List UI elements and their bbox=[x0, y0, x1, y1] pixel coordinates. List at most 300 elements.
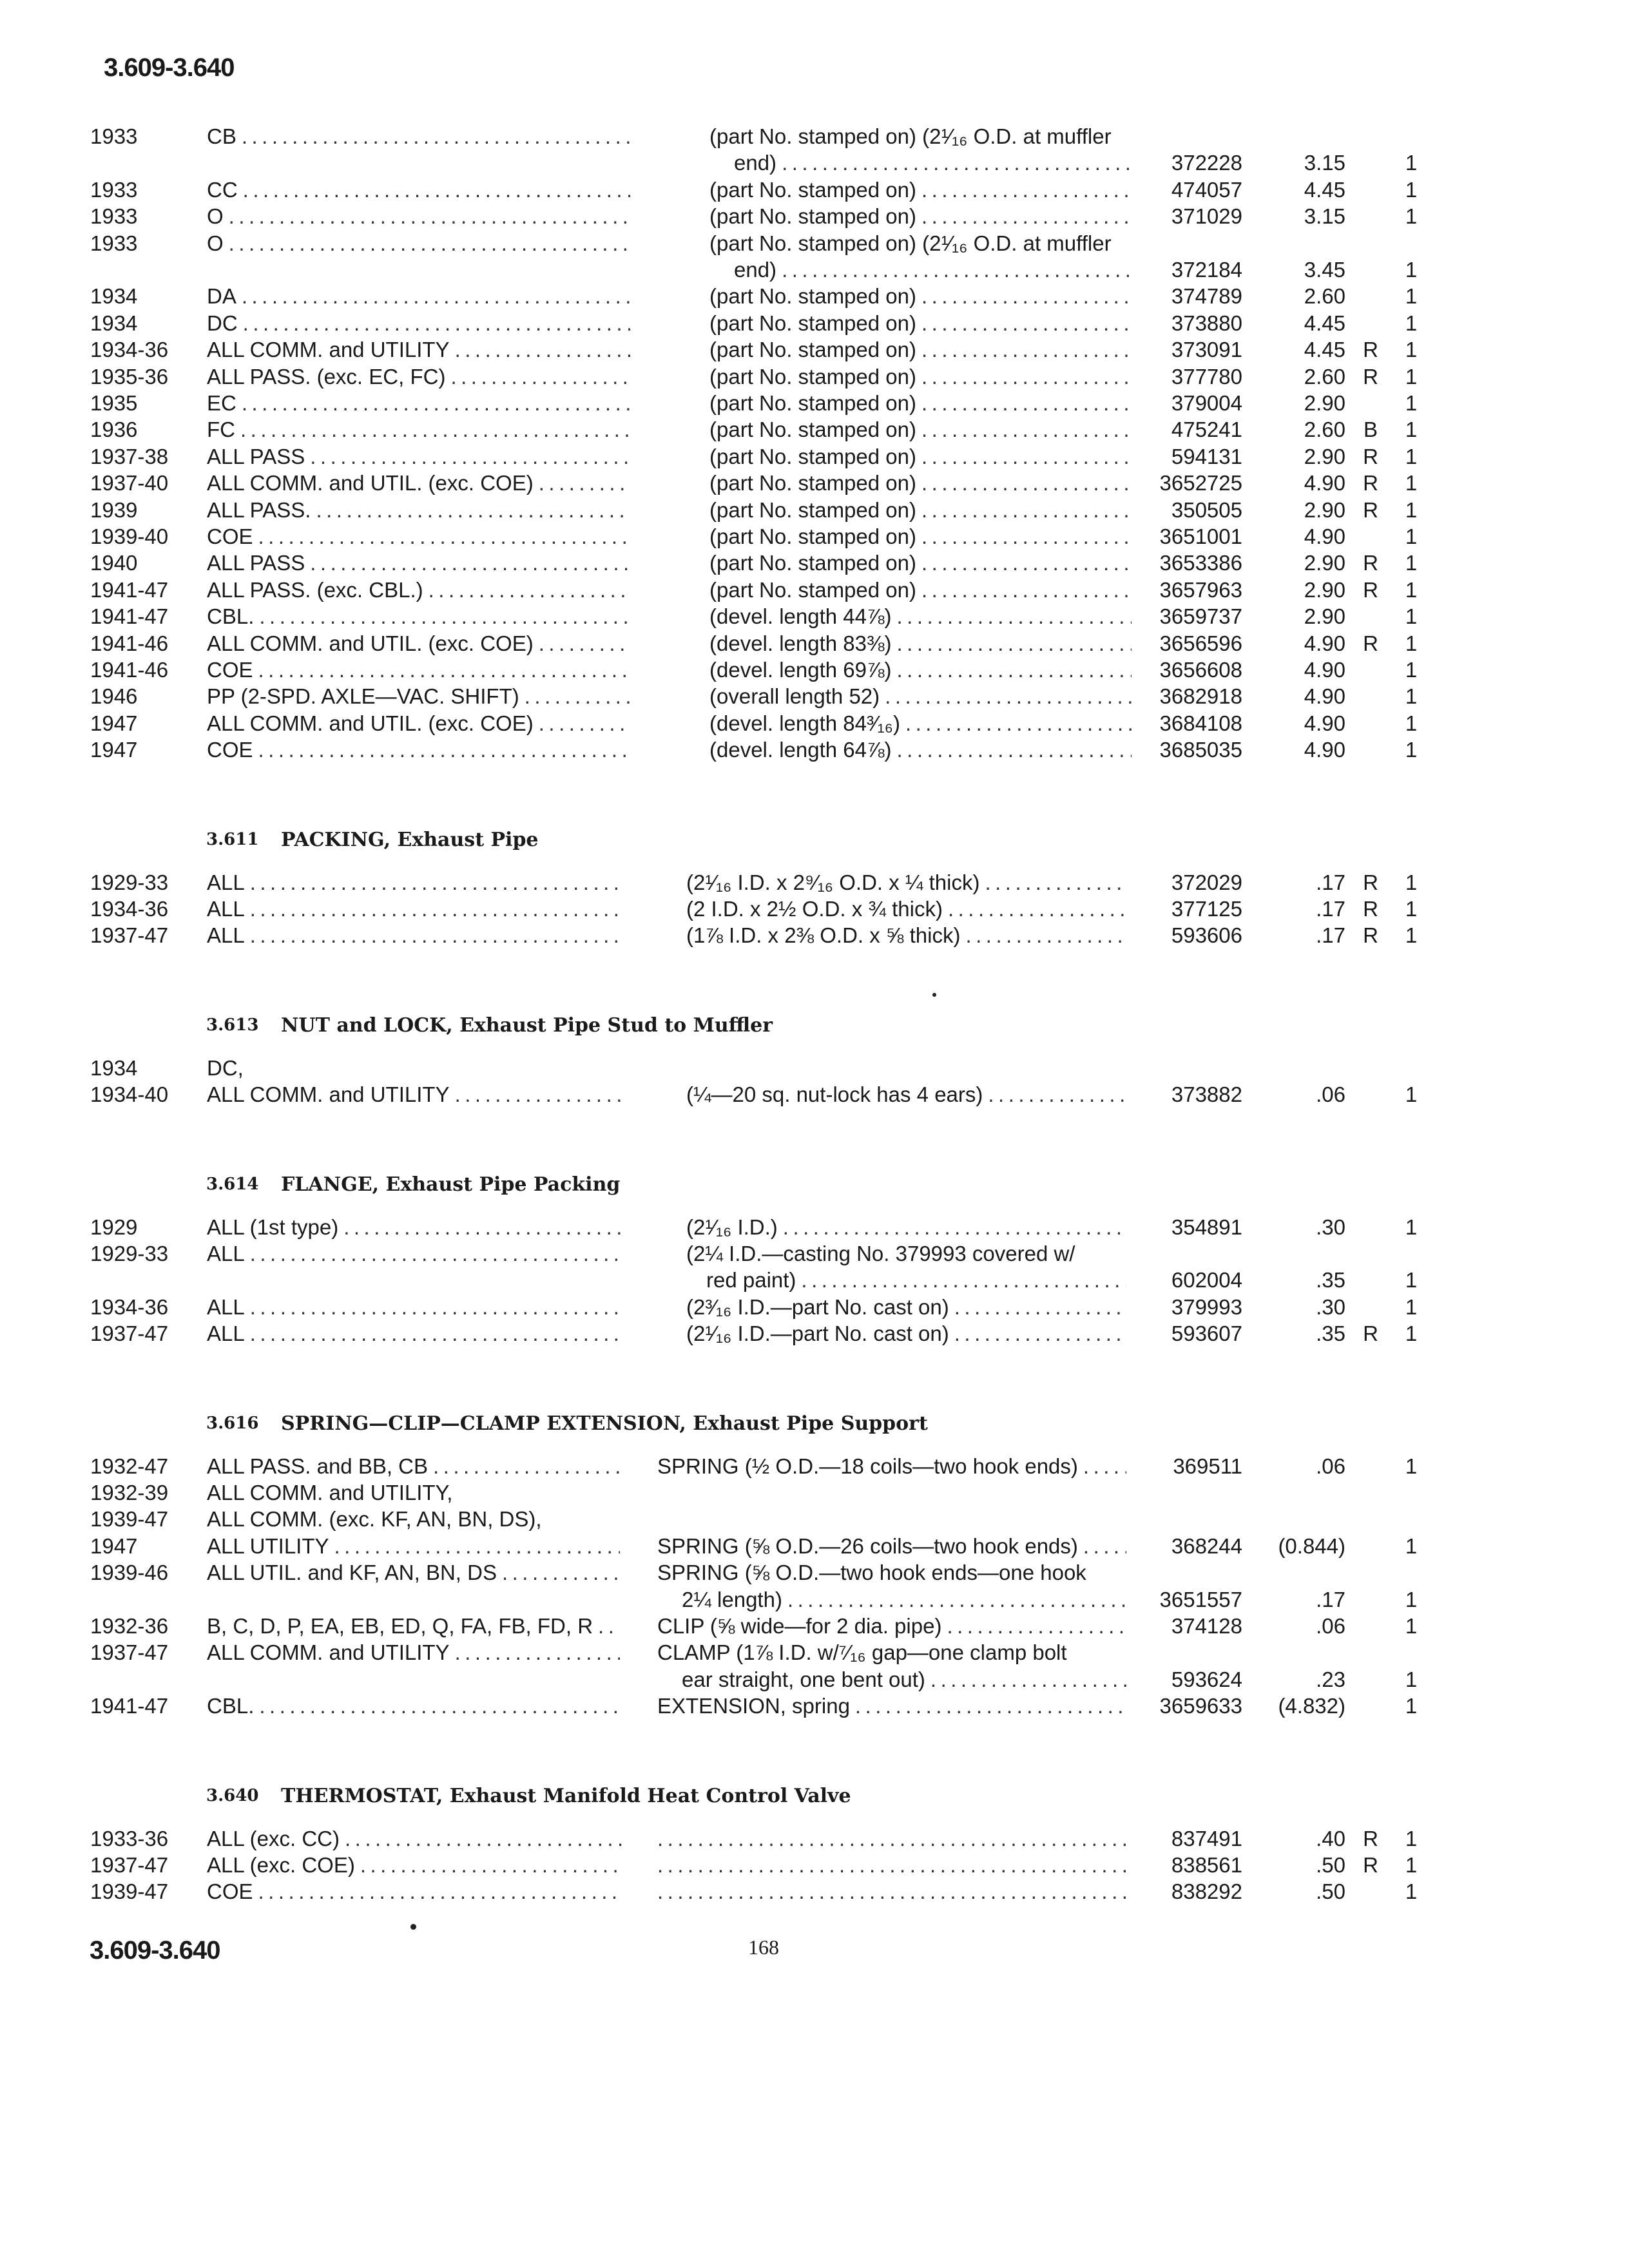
model-text: ALL PASS. bbox=[207, 497, 311, 522]
description-cell bbox=[709, 203, 1132, 229]
description-text: (2¹⁄₁₆ I.D.—part No. cast on) bbox=[686, 1321, 949, 1346]
price-cell: 2.90 bbox=[1304, 497, 1345, 522]
code-cell: R bbox=[1363, 870, 1378, 894]
model-cell bbox=[207, 363, 630, 390]
year-cell: 1947 bbox=[90, 738, 138, 762]
price-cell: 4.90 bbox=[1304, 524, 1345, 548]
dot-leader bbox=[855, 1693, 1126, 1719]
model-cell bbox=[207, 1081, 622, 1108]
table-row bbox=[0, 1613, 1629, 1639]
dot-leader bbox=[782, 149, 1132, 176]
dot-leader bbox=[250, 896, 622, 922]
dot-leader bbox=[450, 363, 630, 390]
model-text: PP (2-SPD. AXLE—VAC. SHIFT) bbox=[207, 684, 519, 709]
description-cell bbox=[709, 310, 1132, 336]
description-cell bbox=[709, 123, 1132, 149]
price-cell: 4.45 bbox=[1304, 311, 1345, 335]
dot-leader bbox=[787, 1586, 1126, 1613]
model-cell bbox=[207, 1533, 620, 1559]
description-text: (part No. stamped on) bbox=[709, 204, 916, 229]
dot-leader bbox=[250, 1320, 622, 1347]
description-text: (part No. stamped on) bbox=[709, 418, 916, 442]
model-text: CBL. bbox=[207, 1694, 255, 1718]
model-text: COE bbox=[207, 738, 253, 762]
description-text: SPRING (⅝ O.D.—26 coils—two hook ends) bbox=[657, 1533, 1078, 1558]
price-cell: 4.45 bbox=[1304, 177, 1345, 202]
description-text: (devel. length 69⅞) bbox=[709, 658, 892, 682]
quantity-cell: 1 bbox=[1405, 1533, 1418, 1558]
section-header bbox=[0, 1012, 1629, 1039]
dot-leader bbox=[429, 577, 630, 603]
part-number-cell: 838561 bbox=[1171, 1853, 1242, 1877]
dot-leader bbox=[259, 1693, 620, 1719]
code-cell: R bbox=[1363, 551, 1378, 575]
quantity-cell: 1 bbox=[1405, 1294, 1418, 1319]
price-cell: .06 bbox=[1316, 1082, 1345, 1107]
year-cell: 1939-40 bbox=[90, 524, 169, 548]
year-cell: 1941-47 bbox=[90, 604, 169, 629]
model-cell bbox=[207, 630, 630, 657]
model-text: DC, bbox=[207, 1055, 244, 1080]
table-row bbox=[0, 1240, 1629, 1267]
table-row-continuation bbox=[0, 256, 1629, 283]
description-cell bbox=[682, 1586, 1126, 1613]
section-number: 3.614 bbox=[206, 1174, 259, 1194]
dot-leader bbox=[316, 497, 630, 523]
model-cell bbox=[207, 1320, 622, 1347]
model-cell bbox=[207, 869, 622, 896]
description-text: (2³⁄₁₆ I.D.—part No. cast on) bbox=[686, 1294, 949, 1319]
year-cell: 1941-46 bbox=[90, 631, 169, 655]
quantity-cell: 1 bbox=[1405, 364, 1418, 389]
model-text: CBL. bbox=[207, 604, 255, 629]
code-cell: R bbox=[1363, 1826, 1378, 1850]
price-cell: (0.844) bbox=[1278, 1533, 1345, 1558]
quantity-cell: 1 bbox=[1405, 923, 1418, 948]
description-cell bbox=[686, 869, 1126, 896]
table-row bbox=[0, 336, 1629, 363]
description-text: (2¹⁄₁₆ I.D. x 2⁹⁄₁₆ O.D. x ¼ thick) bbox=[686, 870, 980, 894]
dot-leader bbox=[455, 1081, 622, 1108]
year-cell: 1934-36 bbox=[90, 338, 169, 362]
section-title: SPRING—CLIP—CLAMP EXTENSION, Exhaust Pipe Support bbox=[281, 1412, 928, 1435]
quantity-cell: 1 bbox=[1405, 1879, 1418, 1904]
scan-speck bbox=[932, 993, 936, 997]
section-header bbox=[0, 1783, 1629, 1809]
description-cell bbox=[657, 1533, 1126, 1559]
code-cell: R bbox=[1363, 364, 1378, 389]
part-number-cell: 594131 bbox=[1171, 444, 1242, 468]
part-number-cell: 377780 bbox=[1171, 364, 1242, 389]
model-cell bbox=[207, 1479, 620, 1506]
quantity-cell: 1 bbox=[1405, 391, 1418, 415]
model-cell bbox=[207, 1639, 620, 1666]
model-text: ALL (exc. CC) bbox=[207, 1826, 340, 1850]
quantity-cell: 1 bbox=[1405, 284, 1418, 309]
description-text: (part No. stamped on) bbox=[709, 497, 916, 522]
price-cell: .35 bbox=[1316, 1268, 1345, 1293]
price-cell: .06 bbox=[1316, 1454, 1345, 1478]
year-cell: 1933 bbox=[90, 177, 138, 202]
description-text: (part No. stamped on) bbox=[709, 444, 916, 468]
table-row bbox=[0, 550, 1629, 576]
table-row bbox=[0, 1214, 1629, 1240]
model-text: O bbox=[207, 231, 224, 255]
dot-leader bbox=[258, 1878, 622, 1905]
part-number-cell: 3652725 bbox=[1159, 471, 1242, 495]
price-cell: 4.90 bbox=[1304, 711, 1345, 735]
model-text: ALL COMM. and UTILITY bbox=[207, 1640, 450, 1665]
model-text: COE bbox=[207, 658, 253, 682]
code-cell: R bbox=[1363, 471, 1378, 495]
code-cell: R bbox=[1363, 577, 1378, 602]
quantity-cell: 1 bbox=[1405, 258, 1418, 282]
quantity-cell: 1 bbox=[1405, 684, 1418, 709]
quantity-cell: 1 bbox=[1405, 631, 1418, 655]
model-cell bbox=[207, 1852, 622, 1878]
table-row bbox=[0, 1055, 1629, 1081]
dot-leader bbox=[250, 869, 622, 896]
model-text: COE bbox=[207, 524, 253, 548]
description-text: red paint) bbox=[706, 1268, 796, 1293]
table-row bbox=[0, 1479, 1629, 1506]
description-text: (¼—20 sq. nut-lock has 4 ears) bbox=[686, 1082, 983, 1107]
description-cell bbox=[686, 896, 1126, 922]
description-text: (part No. stamped on) bbox=[709, 471, 916, 495]
year-cell: 1933 bbox=[90, 204, 138, 229]
price-cell: 2.90 bbox=[1304, 391, 1345, 415]
dot-leader bbox=[258, 657, 630, 683]
part-number-cell: 602004 bbox=[1171, 1268, 1242, 1293]
dot-leader bbox=[334, 1533, 620, 1559]
table-row-continuation bbox=[0, 1666, 1629, 1693]
year-cell: 1946 bbox=[90, 684, 138, 709]
price-cell: 3.15 bbox=[1304, 151, 1345, 175]
model-text: DC bbox=[207, 311, 238, 335]
dot-leader bbox=[539, 470, 630, 496]
description-cell bbox=[709, 230, 1132, 256]
price-cell: .17 bbox=[1316, 923, 1345, 948]
model-text: ALL PASS. and BB, CB bbox=[207, 1454, 429, 1478]
description-text: (part No. stamped on) bbox=[709, 311, 916, 335]
model-text: ALL PASS. (exc. EC, FC) bbox=[207, 364, 446, 389]
year-cell: 1937-38 bbox=[90, 444, 169, 468]
quantity-cell: 1 bbox=[1405, 418, 1418, 442]
quantity-cell: 1 bbox=[1405, 1268, 1418, 1293]
year-cell: 1933 bbox=[90, 231, 138, 255]
table-row bbox=[0, 177, 1629, 203]
table-row bbox=[0, 1081, 1629, 1108]
code-cell: R bbox=[1363, 1853, 1378, 1877]
description-text: (part No. stamped on) bbox=[709, 177, 916, 202]
model-cell bbox=[207, 1825, 622, 1852]
model-text: ALL bbox=[207, 923, 245, 948]
dot-leader bbox=[539, 630, 630, 657]
year-cell: 1929-33 bbox=[90, 1242, 169, 1265]
section-number: 3.611 bbox=[206, 829, 259, 849]
part-number-cell: 3659737 bbox=[1159, 604, 1242, 629]
part-number-cell: 379004 bbox=[1171, 391, 1242, 415]
section-header bbox=[0, 1171, 1629, 1198]
dot-leader bbox=[310, 550, 630, 576]
part-number-cell: 593606 bbox=[1171, 923, 1242, 948]
part-number-cell: 374128 bbox=[1171, 1614, 1242, 1638]
model-cell bbox=[207, 1214, 622, 1240]
part-number-cell: 379993 bbox=[1171, 1294, 1242, 1319]
table-row bbox=[0, 922, 1629, 948]
model-cell bbox=[207, 657, 630, 683]
part-number-cell: 374789 bbox=[1171, 284, 1242, 309]
model-text: ALL bbox=[207, 1294, 245, 1319]
model-cell bbox=[207, 1506, 620, 1532]
quantity-cell: 1 bbox=[1405, 471, 1418, 495]
description-cell bbox=[709, 470, 1132, 496]
description-text: (2¼ I.D.—casting No. 379993 covered w/ bbox=[686, 1242, 1075, 1265]
part-number-cell: 368244 bbox=[1171, 1533, 1242, 1558]
model-text: ALL COMM. and UTILITY bbox=[207, 1082, 450, 1107]
price-cell: .30 bbox=[1316, 1215, 1345, 1239]
dot-leader bbox=[502, 1559, 620, 1586]
description-cell bbox=[709, 683, 1132, 709]
model-cell bbox=[207, 443, 630, 470]
model-text: ALL COMM. and UTIL. (exc. COE) bbox=[207, 711, 534, 735]
year-cell: 1941-47 bbox=[90, 577, 169, 602]
quantity-cell: 1 bbox=[1405, 658, 1418, 682]
price-cell: 2.60 bbox=[1304, 418, 1345, 442]
table-row bbox=[0, 710, 1629, 736]
dot-leader bbox=[258, 523, 630, 550]
code-cell: R bbox=[1363, 897, 1378, 921]
model-cell bbox=[207, 1693, 620, 1719]
description-text: (1⅞ I.D. x 2⅜ O.D. x ⅝ thick) bbox=[686, 923, 961, 948]
model-cell bbox=[207, 1878, 622, 1905]
model-text: ALL bbox=[207, 1321, 245, 1346]
model-text: ALL PASS bbox=[207, 551, 305, 575]
dot-leader bbox=[455, 1639, 620, 1666]
table-row bbox=[0, 363, 1629, 390]
table-row bbox=[0, 1559, 1629, 1586]
model-cell bbox=[207, 203, 630, 229]
section-number: 3.613 bbox=[206, 1015, 259, 1035]
table-row bbox=[0, 1453, 1629, 1479]
model-text: ALL COMM. and UTIL. (exc. COE) bbox=[207, 631, 534, 655]
price-cell: .50 bbox=[1316, 1879, 1345, 1904]
table-row bbox=[0, 683, 1629, 709]
page-number: 168 bbox=[748, 1936, 779, 1959]
model-text: ALL (exc. COE) bbox=[207, 1853, 355, 1877]
price-cell: .23 bbox=[1316, 1667, 1345, 1691]
quantity-cell: 1 bbox=[1405, 1587, 1418, 1611]
description-text: CLIP (⅝ wide—for 2 dia. pipe) bbox=[657, 1614, 942, 1638]
model-text: FC bbox=[207, 418, 235, 442]
description-text: (overall length 52) bbox=[709, 684, 880, 709]
price-cell: 2.90 bbox=[1304, 444, 1345, 468]
model-text: ALL UTIL. and KF, AN, BN, DS bbox=[207, 1561, 497, 1585]
dot-leader bbox=[250, 1294, 622, 1320]
quantity-cell: 1 bbox=[1405, 1614, 1418, 1638]
model-cell bbox=[207, 336, 630, 363]
part-number-cell: 475241 bbox=[1171, 418, 1242, 442]
dot-leader bbox=[360, 1852, 622, 1878]
code-cell: R bbox=[1363, 497, 1378, 522]
quantity-cell: 1 bbox=[1405, 1853, 1418, 1877]
price-cell: (4.832) bbox=[1278, 1694, 1345, 1718]
part-number-cell: 373880 bbox=[1171, 311, 1242, 335]
description-text: ear straight, one bent out) bbox=[682, 1667, 925, 1691]
code-cell: B bbox=[1363, 418, 1378, 442]
year-cell: 1939 bbox=[90, 497, 138, 522]
section-number: 3.640 bbox=[206, 1785, 259, 1805]
description-cell bbox=[657, 1613, 1126, 1639]
description-text: 2¼ length) bbox=[682, 1587, 782, 1611]
part-number-cell: 372029 bbox=[1171, 870, 1242, 894]
model-text: ALL PASS. (exc. CBL.) bbox=[207, 577, 423, 602]
quantity-cell: 1 bbox=[1405, 577, 1418, 602]
year-cell: 1934-36 bbox=[90, 1294, 169, 1319]
table-row bbox=[0, 416, 1629, 443]
quantity-cell: 1 bbox=[1405, 151, 1418, 175]
model-text: ALL PASS bbox=[207, 444, 305, 468]
quantity-cell: 1 bbox=[1405, 1454, 1418, 1478]
description-cell bbox=[709, 283, 1132, 309]
quantity-cell: 1 bbox=[1405, 1321, 1418, 1346]
model-text: ALL COMM. and UTIL. (exc. COE) bbox=[207, 471, 534, 495]
table-row bbox=[0, 896, 1629, 922]
description-cell bbox=[709, 390, 1132, 416]
table-row bbox=[0, 577, 1629, 603]
quantity-cell: 1 bbox=[1405, 1082, 1418, 1107]
year-cell: 1937-47 bbox=[90, 1640, 169, 1665]
model-cell bbox=[207, 1613, 620, 1639]
table-row bbox=[0, 603, 1629, 629]
model-cell bbox=[207, 550, 630, 576]
dot-leader bbox=[343, 1214, 622, 1240]
section-title: NUT and LOCK, Exhaust Pipe Stud to Muffler bbox=[281, 1014, 773, 1037]
part-number-cell: 369511 bbox=[1173, 1454, 1242, 1478]
model-text: CC bbox=[207, 177, 238, 202]
description-text: (2 I.D. x 2½ O.D. x ¾ thick) bbox=[686, 897, 943, 921]
price-cell: 2.90 bbox=[1304, 604, 1345, 629]
part-number-cell: 3656596 bbox=[1159, 631, 1242, 655]
part-number-cell: 474057 bbox=[1171, 177, 1242, 202]
description-cell bbox=[734, 149, 1132, 176]
dot-leader bbox=[240, 416, 630, 443]
description-text: EXTENSION, spring bbox=[657, 1694, 850, 1718]
description-text: (part No. stamped on) bbox=[709, 551, 916, 575]
table-row bbox=[0, 1639, 1629, 1666]
model-text: ALL bbox=[207, 1242, 245, 1265]
table-row bbox=[0, 443, 1629, 470]
quantity-cell: 1 bbox=[1405, 524, 1418, 548]
price-cell: .17 bbox=[1316, 897, 1345, 921]
table-row bbox=[0, 310, 1629, 336]
description-cell bbox=[657, 1825, 1126, 1852]
model-text: EC bbox=[207, 391, 236, 415]
dot-leader bbox=[229, 230, 630, 256]
year-cell: 1941-46 bbox=[90, 658, 169, 682]
table-row bbox=[0, 1852, 1629, 1878]
model-cell bbox=[207, 230, 630, 256]
price-cell: 2.60 bbox=[1304, 284, 1345, 309]
part-number-cell: 377125 bbox=[1171, 897, 1242, 921]
dot-leader bbox=[258, 736, 630, 763]
description-cell bbox=[686, 1240, 1126, 1267]
part-number-cell: 354891 bbox=[1171, 1215, 1242, 1239]
price-cell: 4.90 bbox=[1304, 471, 1345, 495]
quantity-cell: 1 bbox=[1405, 444, 1418, 468]
description-cell bbox=[657, 1852, 1126, 1878]
code-cell: R bbox=[1363, 923, 1378, 948]
model-cell bbox=[207, 1559, 620, 1586]
table-row-continuation bbox=[0, 1267, 1629, 1293]
model-text: COE bbox=[207, 1879, 253, 1904]
year-cell: 1940 bbox=[90, 551, 138, 575]
table-row bbox=[0, 657, 1629, 683]
model-cell bbox=[207, 470, 630, 496]
price-cell: .35 bbox=[1316, 1321, 1345, 1346]
year-cell: 1939-46 bbox=[90, 1561, 169, 1585]
quantity-cell: 1 bbox=[1405, 177, 1418, 202]
table-row bbox=[0, 230, 1629, 256]
part-number-cell: 373091 bbox=[1171, 338, 1242, 362]
quantity-cell: 1 bbox=[1405, 870, 1418, 894]
model-text: ALL UTILITY bbox=[207, 1533, 329, 1558]
description-text: (part No. stamped on) (2¹⁄₁₆ O.D. at muffler bbox=[709, 231, 1112, 255]
page-range-header: 3.609-3.640 bbox=[104, 53, 235, 82]
description-text: SPRING (½ O.D.—18 coils—two hook ends) bbox=[657, 1454, 1078, 1478]
price-cell: 2.90 bbox=[1304, 577, 1345, 602]
description-cell bbox=[657, 1693, 1126, 1719]
section-header bbox=[0, 827, 1629, 853]
price-cell: .17 bbox=[1316, 870, 1345, 894]
description-cell bbox=[682, 1666, 1126, 1693]
dot-leader bbox=[657, 1878, 1126, 1905]
dot-leader bbox=[657, 1852, 1126, 1878]
part-number-cell: 3684108 bbox=[1159, 711, 1242, 735]
price-cell: 4.90 bbox=[1304, 631, 1345, 655]
model-text: ALL COMM. and UTILITY, bbox=[207, 1481, 453, 1504]
dot-leader bbox=[243, 310, 630, 336]
table-row bbox=[0, 470, 1629, 496]
part-number-cell: 593607 bbox=[1171, 1321, 1242, 1346]
description-text: (2¹⁄₁₆ I.D.) bbox=[686, 1215, 778, 1239]
table-row bbox=[0, 1506, 1629, 1532]
description-text: (part No. stamped on) bbox=[709, 338, 916, 362]
description-cell bbox=[686, 922, 1126, 948]
quantity-cell: 1 bbox=[1405, 897, 1418, 921]
year-cell: 1937-47 bbox=[90, 1853, 169, 1877]
table-row bbox=[0, 283, 1629, 309]
part-number-cell: 3651557 bbox=[1159, 1587, 1242, 1611]
year-cell: 1929-33 bbox=[90, 870, 169, 894]
year-cell: 1934 bbox=[90, 284, 138, 309]
dot-leader bbox=[250, 1240, 622, 1267]
description-cell bbox=[709, 657, 1132, 683]
quantity-cell: 1 bbox=[1405, 338, 1418, 362]
description-text: SPRING (⅝ O.D.—two hook ends—one hook bbox=[657, 1561, 1086, 1585]
model-cell bbox=[207, 310, 630, 336]
table-row bbox=[0, 1320, 1629, 1347]
table-row-continuation bbox=[0, 1586, 1629, 1613]
table-row bbox=[0, 123, 1629, 149]
dot-leader bbox=[598, 1613, 620, 1639]
description-cell bbox=[709, 177, 1132, 203]
year-cell: 1947 bbox=[90, 1533, 138, 1558]
description-cell bbox=[657, 1639, 1126, 1666]
year-cell: 1934 bbox=[90, 311, 138, 335]
year-cell: 1934-40 bbox=[90, 1082, 169, 1107]
dot-leader bbox=[433, 1453, 620, 1479]
